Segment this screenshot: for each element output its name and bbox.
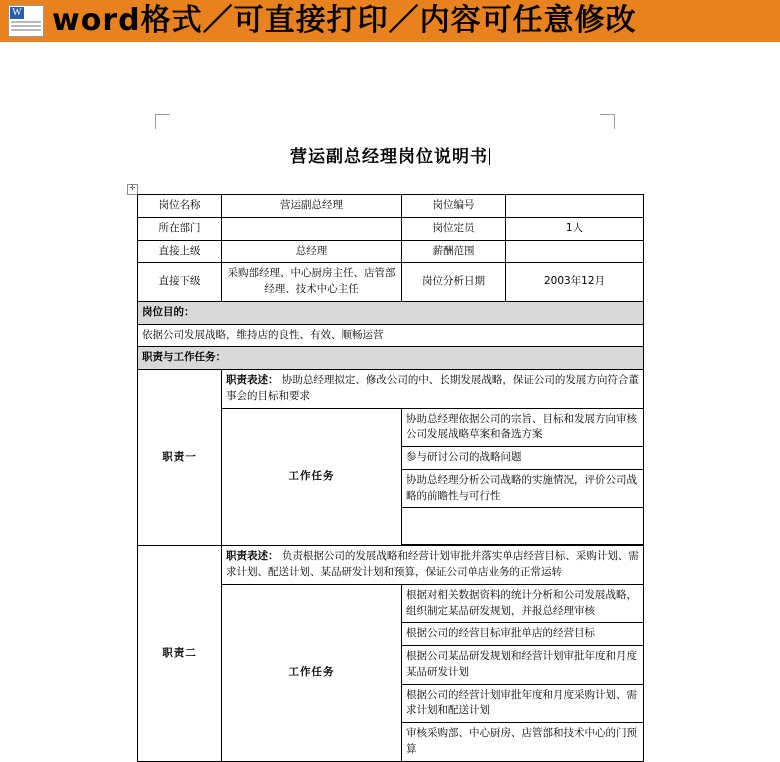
- duty-statement-text-1: 协助总经理拟定、修改公司的中、长期发展战略，保证公司的发展方向符合董事会的目标和要求: [226, 374, 639, 402]
- table-row: [138, 301, 644, 324]
- duty-index-2: 职责二: [138, 546, 222, 762]
- cell-label-position-name: 岗位名称: [138, 195, 222, 218]
- duty-task-item: 根据对相关数据资料的统计分析和公司发展战略，组织制定某品研发规划，并报总经理审核: [402, 584, 644, 623]
- cell-label-subordinates: 直接下级: [138, 263, 222, 302]
- duty-index-1: 职责一: [138, 370, 222, 546]
- page-margin-mark-topright: [600, 114, 615, 129]
- cell-value-position-code: [506, 195, 644, 218]
- page-title-text: 营运副总经理岗位说明书: [290, 147, 488, 167]
- section-heading-purpose: 岗位目的：: [138, 301, 644, 324]
- duty-task-item: 根据公司某品研发规划和经营计划审批年度和月度某品研发计划: [402, 646, 644, 685]
- cell-label-headcount: 岗位定员: [402, 217, 506, 240]
- cell-value-analysis-date: 2003年12月: [506, 263, 644, 302]
- table-row: [138, 324, 644, 347]
- word-doc-icon: [8, 5, 44, 37]
- table-row: [138, 546, 644, 585]
- table-row: [138, 263, 644, 302]
- cell-value-headcount: 1人: [506, 217, 644, 240]
- duty-task-item: 参与研讨公司的战略问题: [402, 447, 644, 470]
- job-description-table: [137, 194, 644, 762]
- cell-value-subordinates: 采购部经理、中心厨房主任、店管部经理、技术中心主任: [222, 263, 402, 302]
- duty-task-item: 根据公司的经营目标审批单店的经营目标: [402, 623, 644, 646]
- banner-text: word格式／可直接打印／内容可任意修改: [52, 3, 637, 38]
- promo-banner: [0, 0, 780, 42]
- cell-value-department: [222, 217, 402, 240]
- duty-task-label-1: 工作任务: [222, 408, 402, 546]
- cell-label-analysis-date: 岗位分析日期: [402, 263, 506, 302]
- duty-task-item: 审核采购部、中心厨房、店管部和技术中心的门预算: [402, 723, 644, 762]
- duty-task-item: [402, 508, 644, 545]
- cell-label-supervisor: 直接上级: [138, 240, 222, 263]
- duty-task-label-2: 工作任务: [222, 584, 402, 761]
- page-title: [0, 142, 780, 167]
- purpose-text: 依据公司发展战略，维持店的良性、有效、顺畅运营: [138, 324, 644, 347]
- duty-block-spacer: [402, 761, 644, 762]
- duty-statement-text-2: 负责根据公司的发展战略和经营计划审批并落实单店经营目标、采购计划、需求计划、配送计划、某品研发计划和预算，保证公司单店业务的正常运转: [226, 550, 639, 578]
- table-row: [138, 240, 644, 263]
- table-move-handle[interactable]: ✛: [127, 184, 138, 195]
- word-icon-letter: W: [10, 7, 24, 19]
- table-row: [138, 370, 644, 409]
- duty-task-item: 协助总经理分析公司战略的实施情况，评价公司战略的前瞻性与可行性: [402, 469, 644, 508]
- section-heading-duties: 职责与工作任务：: [138, 347, 644, 370]
- cell-label-salary-range: 薪酬范围: [402, 240, 506, 263]
- table-row: [138, 195, 644, 218]
- table-row: [138, 347, 644, 370]
- cell-label-department: 所在部门: [138, 217, 222, 240]
- duty-statement-1: [222, 370, 644, 409]
- duty-statement-2: [222, 546, 644, 585]
- cell-value-position-name: 营运副总经理: [222, 195, 402, 218]
- duty-statement-label-1: 职责表述：: [226, 374, 279, 386]
- duty-statement-label-2: 职责表述：: [226, 550, 279, 563]
- cell-value-supervisor: 总经理: [222, 240, 402, 263]
- page-margin-mark-topleft: [155, 114, 170, 129]
- document-canvas: [0, 42, 780, 755]
- cell-value-salary-range: [506, 240, 644, 263]
- duty-task-item: 协助总经理依据公司的宗旨、目标和发展方向审核公司发展战略草案和备选方案: [402, 408, 644, 447]
- cell-label-position-code: 岗位编号: [402, 195, 506, 218]
- table-row: [138, 217, 644, 240]
- text-cursor: [489, 148, 490, 165]
- word-icon-lines: [11, 21, 41, 33]
- duty-task-item: 根据公司的经营计划审批年度和月度采购计划、需求计划和配送计划: [402, 684, 644, 723]
